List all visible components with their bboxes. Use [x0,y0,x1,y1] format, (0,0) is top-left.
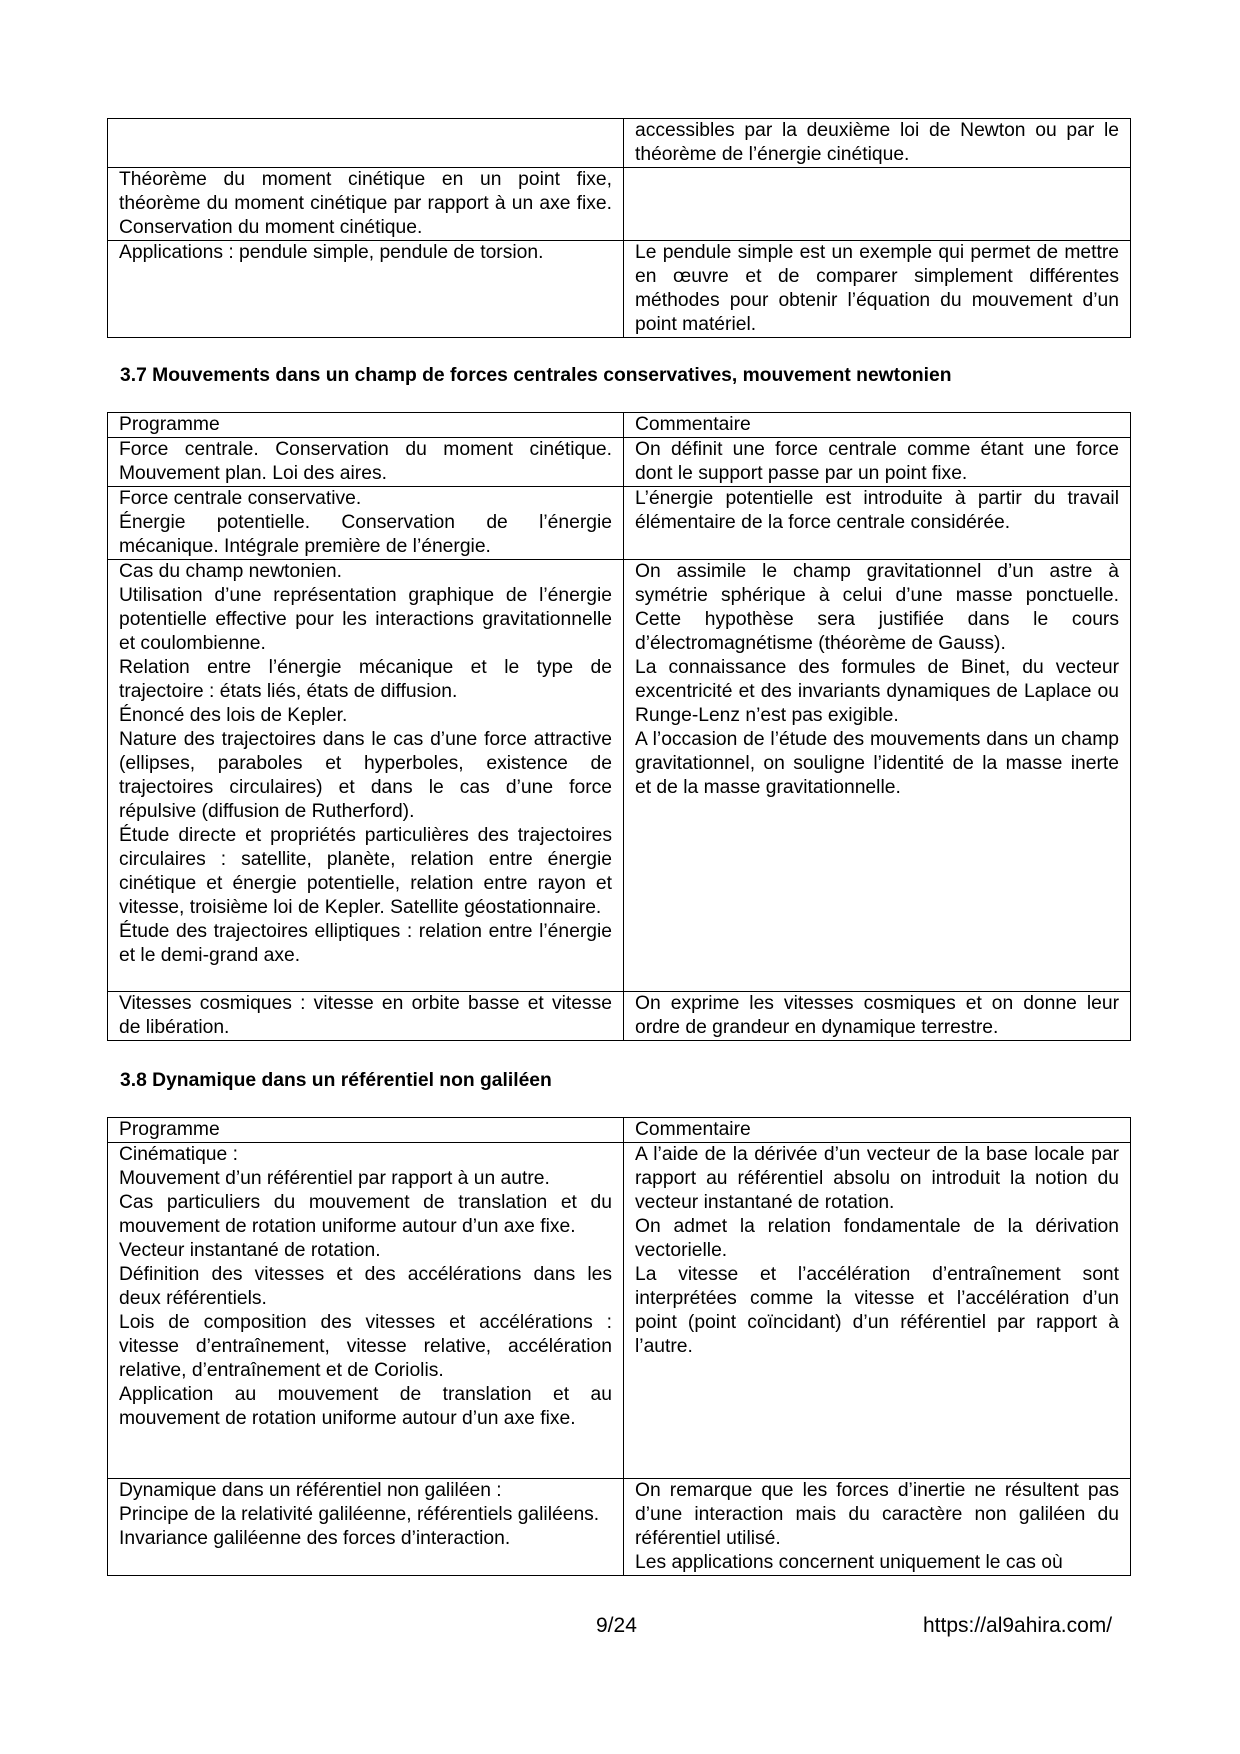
column-header-commentaire: Commentaire [624,1118,1131,1143]
table-row [108,1143,1131,1479]
column-header-commentaire: Commentaire [624,413,1131,438]
cell-paragraph: Étude des trajectoires elliptiques : relation entre l’énergie et le demi-grand axe. [119,921,612,966]
cell-paragraph: On exprime les vitesses cosmiques et on donne leur ordre de grandeur en dynamique terrestre. [635,993,1119,1038]
table-row [108,241,1131,338]
commentaire-cell [624,560,1131,992]
cell-paragraph: Les applications concernent uniquement le cas où [635,1552,1063,1573]
cell-paragraph: La connaissance des formules de Binet, du vecteur excentricité et des invariants dynamiques de Laplace ou Runge-Lenz n’est pas exigible. [635,657,1119,726]
programme-cell [108,119,624,168]
programme-cell [108,1479,624,1576]
cell-paragraph: Relation entre l’énergie mécanique et le type de trajectoire : états liés, états de diffusion. [119,657,612,702]
section-title: 3.8 Dynamique dans un référentiel non galiléen [120,1070,552,1091]
commentaire-cell: Le pendule simple est un exemple qui permet de mettre en œuvre et de comparer simplement différentes méthodes pour obtenir l’équation du mouvement d’un point matériel. [624,241,1131,338]
cell-paragraph: Vitesses cosmiques : vitesse en orbite basse et vitesse de libération. [119,993,612,1038]
cell-paragraph: On définit une force centrale comme étant une force dont le support passe par un point fixe. [635,439,1119,484]
programme-cell [108,992,624,1041]
section-title: 3.7 Mouvements dans un champ de forces centrales conservatives, mouvement newtonien [120,365,952,386]
commentaire-cell [624,438,1131,487]
cell-paragraph: Énergie potentielle. Conservation de l’énergie mécanique. Intégrale première de l’énergie. [119,512,612,557]
cell-paragraph: Énoncé des lois de Kepler. [119,705,348,726]
cell-paragraph: Vecteur instantané de rotation. [119,1240,381,1261]
section-37-table [107,412,1131,1041]
cell-paragraph: A l’occasion de l’étude des mouvements dans un champ gravitationnel, on souligne l’identité de la masse inerte et de la masse gravitationnelle. [635,729,1119,798]
column-header-programme: Programme [108,1118,624,1143]
cell-paragraph: Cas du champ newtonien. [119,561,342,582]
cell-paragraph: On remarque que les forces d’inertie ne résultent pas d’une interaction mais du caractère non galiléen du référentiel utilisé. [635,1480,1119,1549]
cell-paragraph: Étude directe et propriétés particulières des trajectoires circulaires : satellite, planète, relation entre énergie cinétique et énergie potentielle, relation entre rayon et vitesse, troisième loi de Kepler. Satellite géostationnaire. [119,825,612,918]
column-header-programme: Programme [108,413,624,438]
cell-paragraph: Invariance galiléenne des forces d’interaction. [119,1528,511,1549]
cell-paragraph: Mouvement d’un référentiel par rapport à un autre. [119,1168,550,1189]
table-row [108,119,1131,168]
table-row [108,438,1131,487]
commentaire-cell [624,168,1131,241]
table-row [108,168,1131,241]
cell-paragraph: Cas particuliers du mouvement de translation et du mouvement de rotation uniforme autour d’un axe fixe. [119,1192,612,1237]
cell-paragraph: A l’aide de la dérivée d’un vecteur de la base locale par rapport au référentiel absolu on introduit la notion du vecteur instantané de rotation. [635,1144,1119,1213]
cell-paragraph: Utilisation d’une représentation graphique de l’énergie potentielle effective pour les interactions gravitationnelle et coulombienne. [119,585,612,654]
programme-cell [108,487,624,560]
commentaire-cell [624,1479,1131,1576]
cell-paragraph: La vitesse et l’accélération d’entraînement sont interprétées comme la vitesse et l’accélération d’un point (point coïncidant) d’un référentiel par rapport à l’autre. [635,1264,1119,1357]
programme-cell [108,438,624,487]
table-row [108,1479,1131,1576]
cell-paragraph: On admet la relation fondamentale de la dérivation vectorielle. [635,1216,1119,1261]
top-table [107,118,1131,338]
cell-paragraph: Cinématique : [119,1144,238,1165]
table-row [108,992,1131,1041]
cell-paragraph: Force centrale conservative. [119,488,362,509]
cell-paragraph: On assimile le champ gravitationnel d’un astre à symétrie sphérique à celui d’une masse ponctuelle. Cette hypothèse sera justifiée dans le cours d’électromagnétisme (théorème de Gauss). [635,561,1119,654]
commentaire-cell [624,1143,1131,1479]
commentaire-cell: accessibles par la deuxième loi de Newton ou par le théorème de l’énergie cinétique. [624,119,1131,168]
commentaire-cell [624,992,1131,1041]
cell-paragraph: L’énergie potentielle est introduite à partir du travail élémentaire de la force centrale considérée. [635,488,1119,533]
table-row [108,487,1131,560]
section-38-table [107,1117,1131,1576]
programme-cell [108,560,624,992]
programme-cell: Théorème du moment cinétique en un point fixe, théorème du moment cinétique par rapport à un axe fixe. Conservation du moment cinétique. [108,168,624,241]
programme-cell: Applications : pendule simple, pendule de torsion. [108,241,624,338]
page-number: 9/24 [596,1614,637,1637]
table-row [108,560,1131,992]
table-header-row [108,1118,1131,1143]
cell-paragraph: Dynamique dans un référentiel non galiléen : [119,1480,502,1501]
table-header-row [108,413,1131,438]
cell-paragraph: Principe de la relativité galiléenne, référentiels galiléens. [119,1504,600,1525]
source-url: https://al9ahira.com/ [923,1614,1113,1637]
cell-paragraph: Force centrale. Conservation du moment cinétique. Mouvement plan. Loi des aires. [119,439,612,484]
programme-cell [108,1143,624,1479]
cell-paragraph: Nature des trajectoires dans le cas d’une force attractive (ellipses, paraboles et hyperboles, existence de trajectoires circulaires) et dans le cas d’une force répulsive (diffusion de Rutherford). [119,729,612,822]
commentaire-cell [624,487,1131,560]
cell-paragraph: Application au mouvement de translation et au mouvement de rotation uniforme autour d’un axe fixe. [119,1384,612,1429]
cell-paragraph: Lois de composition des vitesses et accélérations : vitesse d’entraînement, vitesse relative, accélération relative, d’entraînement et de Coriolis. [119,1312,612,1381]
cell-paragraph: Définition des vitesses et des accélérations dans les deux référentiels. [119,1264,612,1309]
